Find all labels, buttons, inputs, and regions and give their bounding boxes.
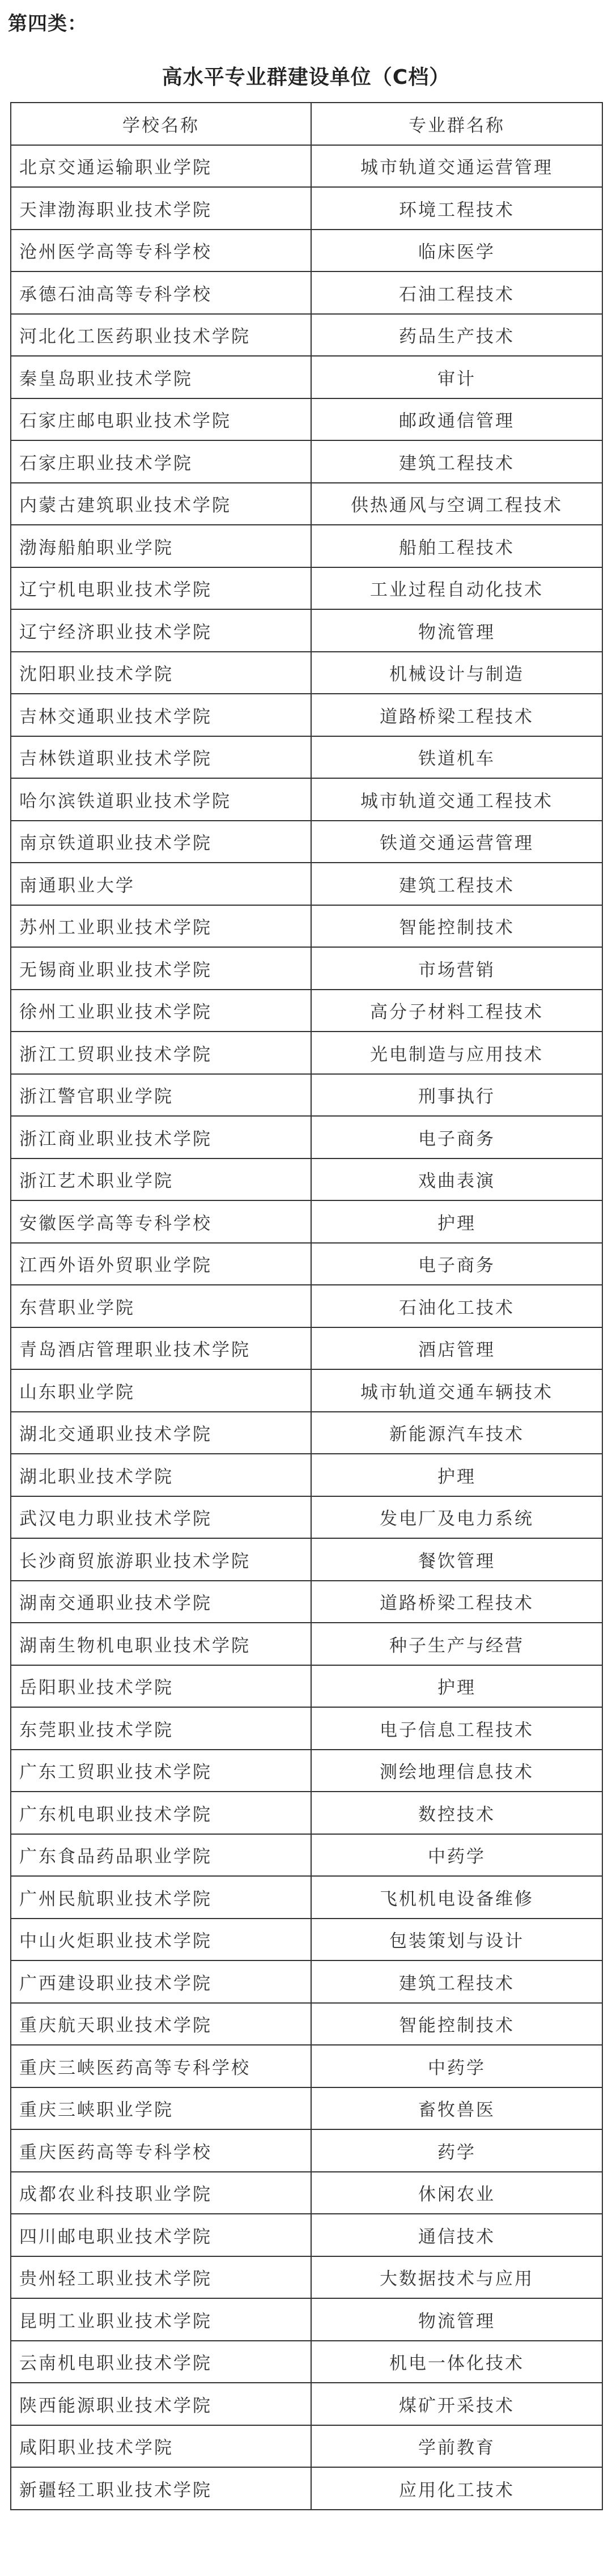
school-name-cell: 广东机电职业技术学院 <box>11 1792 311 1834</box>
school-name-cell: 岳阳职业技术学院 <box>11 1665 311 1708</box>
major-group-cell: 高分子材料工程技术 <box>311 990 602 1032</box>
table-row <box>11 1369 602 1412</box>
school-name-cell: 四川邮电职业技术学院 <box>11 2214 311 2256</box>
table-row <box>11 2256 602 2299</box>
table-row <box>11 2298 602 2341</box>
table-row <box>11 1412 602 1454</box>
table-row <box>11 1074 602 1117</box>
table-row <box>11 2341 602 2383</box>
table-row <box>11 2425 602 2468</box>
major-group-cell: 电子信息工程技术 <box>311 1707 602 1750</box>
school-name-cell: 渤海船舶职业学院 <box>11 525 311 567</box>
school-name-cell: 吉林铁道职业技术学院 <box>11 736 311 779</box>
major-group-cell: 物流管理 <box>311 609 602 652</box>
table-row <box>11 483 602 525</box>
table-row <box>11 1200 602 1243</box>
school-name-cell: 成都农业科技职业学院 <box>11 2172 311 2214</box>
major-group-cell: 应用化工技术 <box>311 2467 602 2510</box>
major-group-cell: 船舶工程技术 <box>311 525 602 567</box>
school-name-cell: 南京铁道职业技术学院 <box>11 821 311 863</box>
school-name-cell: 苏州工业职业技术学院 <box>11 905 311 948</box>
major-group-cell: 铁道机车 <box>311 736 602 779</box>
school-name-cell: 广东食品药品职业学院 <box>11 1834 311 1877</box>
major-group-cell: 通信技术 <box>311 2214 602 2256</box>
school-name-cell: 湖南交通职业技术学院 <box>11 1581 311 1623</box>
major-group-cell: 石油工程技术 <box>311 271 602 314</box>
table-row <box>11 1919 602 1961</box>
school-name-cell: 重庆医药高等专科学校 <box>11 2129 311 2172</box>
table-row <box>11 2172 602 2214</box>
major-group-cell: 药学 <box>311 2129 602 2172</box>
table-row <box>11 1327 602 1370</box>
table-row <box>11 1960 602 2003</box>
table-row <box>11 398 602 441</box>
school-name-cell: 陕西能源职业技术学院 <box>11 2383 311 2425</box>
column-header-major-group: 专业群名称 <box>311 103 602 145</box>
table-row <box>11 863 602 905</box>
table-row <box>11 1285 602 1327</box>
major-group-cell: 道路桥梁工程技术 <box>311 1581 602 1623</box>
major-group-cell: 护理 <box>311 1665 602 1708</box>
major-group-cell: 测绘地理信息技术 <box>311 1750 602 1792</box>
major-group-cell: 城市轨道交通运营管理 <box>311 145 602 188</box>
table-row <box>11 230 602 272</box>
school-name-cell: 河北化工医药职业技术学院 <box>11 314 311 357</box>
school-name-cell: 武汉电力职业技术学院 <box>11 1496 311 1539</box>
major-group-cell: 戏曲表演 <box>311 1158 602 1201</box>
major-group-cell: 大数据技术与应用 <box>311 2256 602 2299</box>
table-row <box>11 1792 602 1834</box>
major-group-cell: 中药学 <box>311 1834 602 1877</box>
major-group-cell: 建筑工程技术 <box>311 863 602 905</box>
school-name-cell: 哈尔滨铁道职业技术学院 <box>11 778 311 821</box>
major-group-cell: 电子商务 <box>311 1116 602 1158</box>
school-name-cell: 湖南生物机电职业技术学院 <box>11 1623 311 1665</box>
school-name-cell: 吉林交通职业技术学院 <box>11 694 311 736</box>
school-name-cell: 江西外语外贸职业学院 <box>11 1243 311 1285</box>
table-row <box>11 2003 602 2045</box>
major-group-cell: 机电一体化技术 <box>311 2341 602 2383</box>
major-group-cell: 机械设计与制造 <box>311 652 602 694</box>
school-name-cell: 辽宁机电职业技术学院 <box>11 567 311 610</box>
table-row <box>11 2045 602 2087</box>
school-name-cell: 内蒙古建筑职业技术学院 <box>11 483 311 525</box>
table-row <box>11 440 602 483</box>
table-row <box>11 2467 602 2510</box>
school-name-cell: 浙江艺术职业学院 <box>11 1158 311 1201</box>
school-name-cell: 沧州医学高等专科学校 <box>11 230 311 272</box>
school-name-cell: 广东工贸职业技术学院 <box>11 1750 311 1792</box>
table-row <box>11 1876 602 1919</box>
school-name-cell: 东营职业学院 <box>11 1285 311 1327</box>
school-name-cell: 湖北职业技术学院 <box>11 1454 311 1496</box>
major-group-cell: 发电厂及电力系统 <box>311 1496 602 1539</box>
table-row <box>11 1834 602 1877</box>
school-name-cell: 徐州工业职业技术学院 <box>11 990 311 1032</box>
school-name-cell: 东莞职业技术学院 <box>11 1707 311 1750</box>
table-row <box>11 947 602 990</box>
major-group-cell: 数控技术 <box>311 1792 602 1834</box>
school-name-cell: 重庆航天职业技术学院 <box>11 2003 311 2045</box>
table-row <box>11 1581 602 1623</box>
table-row <box>11 1454 602 1496</box>
major-group-cell: 包装策划与设计 <box>311 1919 602 1961</box>
table-row <box>11 821 602 863</box>
school-name-cell: 中山火炬职业技术学院 <box>11 1919 311 1961</box>
school-name-cell: 浙江警官职业学院 <box>11 1074 311 1117</box>
table-row <box>11 145 602 188</box>
table-header-row <box>11 103 602 145</box>
school-name-cell: 长沙商贸旅游职业技术学院 <box>11 1538 311 1581</box>
school-name-cell: 南通职业大学 <box>11 863 311 905</box>
table-row <box>11 1538 602 1581</box>
table-row <box>11 1496 602 1539</box>
school-name-cell: 新疆轻工职业技术学院 <box>11 2467 311 2510</box>
major-group-cell: 建筑工程技术 <box>311 440 602 483</box>
school-name-cell: 安徽医学高等专科学校 <box>11 1200 311 1243</box>
table-row <box>11 356 602 398</box>
table-row <box>11 187 602 230</box>
school-name-cell: 贵州轻工职业技术学院 <box>11 2256 311 2299</box>
major-group-cell: 临床医学 <box>311 230 602 272</box>
major-group-cell: 铁道交通运营管理 <box>311 821 602 863</box>
major-group-cell: 刑事执行 <box>311 1074 602 1117</box>
school-name-cell: 秦皇岛职业技术学院 <box>11 356 311 398</box>
table-row <box>11 1032 602 1074</box>
major-group-cell: 市场营销 <box>311 947 602 990</box>
school-name-cell: 承德石油高等专科学校 <box>11 271 311 314</box>
table-row <box>11 1750 602 1792</box>
category-label: 第四类： <box>8 12 87 35</box>
table-row <box>11 990 602 1032</box>
major-group-cell: 工业过程自动化技术 <box>311 567 602 610</box>
table-row <box>11 1158 602 1201</box>
table-row <box>11 314 602 357</box>
major-group-cell: 审计 <box>311 356 602 398</box>
table-row <box>11 1116 602 1158</box>
school-name-cell: 辽宁经济职业技术学院 <box>11 609 311 652</box>
major-group-cell: 飞机机电设备维修 <box>311 1876 602 1919</box>
major-group-cell: 物流管理 <box>311 2298 602 2341</box>
institutions-table <box>10 102 603 2510</box>
major-group-cell: 建筑工程技术 <box>311 1960 602 2003</box>
major-group-cell: 中药学 <box>311 2045 602 2087</box>
table-row <box>11 2214 602 2256</box>
major-group-cell: 光电制造与应用技术 <box>311 1032 602 1074</box>
major-group-cell: 城市轨道交通工程技术 <box>311 778 602 821</box>
school-name-cell: 浙江工贸职业技术学院 <box>11 1032 311 1074</box>
major-group-cell: 环境工程技术 <box>311 187 602 230</box>
major-group-cell: 学前教育 <box>311 2425 602 2468</box>
major-group-cell: 新能源汽车技术 <box>311 1412 602 1454</box>
school-name-cell: 石家庄邮电职业技术学院 <box>11 398 311 441</box>
major-group-cell: 石油化工技术 <box>311 1285 602 1327</box>
major-group-cell: 邮政通信管理 <box>311 398 602 441</box>
table-row <box>11 1665 602 1708</box>
major-group-cell: 种子生产与经营 <box>311 1623 602 1665</box>
major-group-cell: 护理 <box>311 1200 602 1243</box>
major-group-cell: 护理 <box>311 1454 602 1496</box>
major-group-cell: 智能控制技术 <box>311 905 602 948</box>
school-name-cell: 青岛酒店管理职业技术学院 <box>11 1327 311 1370</box>
school-name-cell: 湖北交通职业技术学院 <box>11 1412 311 1454</box>
table-row <box>11 652 602 694</box>
school-name-cell: 天津渤海职业技术学院 <box>11 187 311 230</box>
school-name-cell: 昆明工业职业技术学院 <box>11 2298 311 2341</box>
table-row <box>11 271 602 314</box>
school-name-cell: 无锡商业职业技术学院 <box>11 947 311 990</box>
table-row <box>11 694 602 736</box>
major-group-cell: 煤矿开采技术 <box>311 2383 602 2425</box>
column-header-school: 学校名称 <box>11 103 311 145</box>
major-group-cell: 道路桥梁工程技术 <box>311 694 602 736</box>
major-group-cell: 药品生产技术 <box>311 314 602 357</box>
table-row <box>11 736 602 779</box>
major-group-cell: 休闲农业 <box>311 2172 602 2214</box>
major-group-cell: 供热通风与空调工程技术 <box>311 483 602 525</box>
school-name-cell: 云南机电职业技术学院 <box>11 2341 311 2383</box>
school-name-cell: 北京交通运输职业学院 <box>11 145 311 188</box>
table-row <box>11 1623 602 1665</box>
major-group-cell: 餐饮管理 <box>311 1538 602 1581</box>
school-name-cell: 沈阳职业技术学院 <box>11 652 311 694</box>
table-row <box>11 2087 602 2130</box>
table-row <box>11 567 602 610</box>
table-row <box>11 1243 602 1285</box>
table-row <box>11 905 602 948</box>
school-name-cell: 重庆三峡医药高等专科学校 <box>11 2045 311 2087</box>
major-group-cell: 畜牧兽医 <box>311 2087 602 2130</box>
table-row <box>11 2383 602 2425</box>
table-row <box>11 1707 602 1750</box>
school-name-cell: 浙江商业职业技术学院 <box>11 1116 311 1158</box>
table-row <box>11 778 602 821</box>
major-group-cell: 酒店管理 <box>311 1327 602 1370</box>
page-title: 高水平专业群建设单位（C档） <box>162 66 450 89</box>
school-name-cell: 山东职业学院 <box>11 1369 311 1412</box>
major-group-cell: 城市轨道交通车辆技术 <box>311 1369 602 1412</box>
major-group-cell: 智能控制技术 <box>311 2003 602 2045</box>
table-row <box>11 525 602 567</box>
table-row <box>11 609 602 652</box>
school-name-cell: 广西建设职业技术学院 <box>11 1960 311 2003</box>
major-group-cell: 电子商务 <box>311 1243 602 1285</box>
school-name-cell: 石家庄职业技术学院 <box>11 440 311 483</box>
school-name-cell: 广州民航职业技术学院 <box>11 1876 311 1919</box>
school-name-cell: 咸阳职业技术学院 <box>11 2425 311 2468</box>
school-name-cell: 重庆三峡职业学院 <box>11 2087 311 2130</box>
table-row <box>11 2129 602 2172</box>
